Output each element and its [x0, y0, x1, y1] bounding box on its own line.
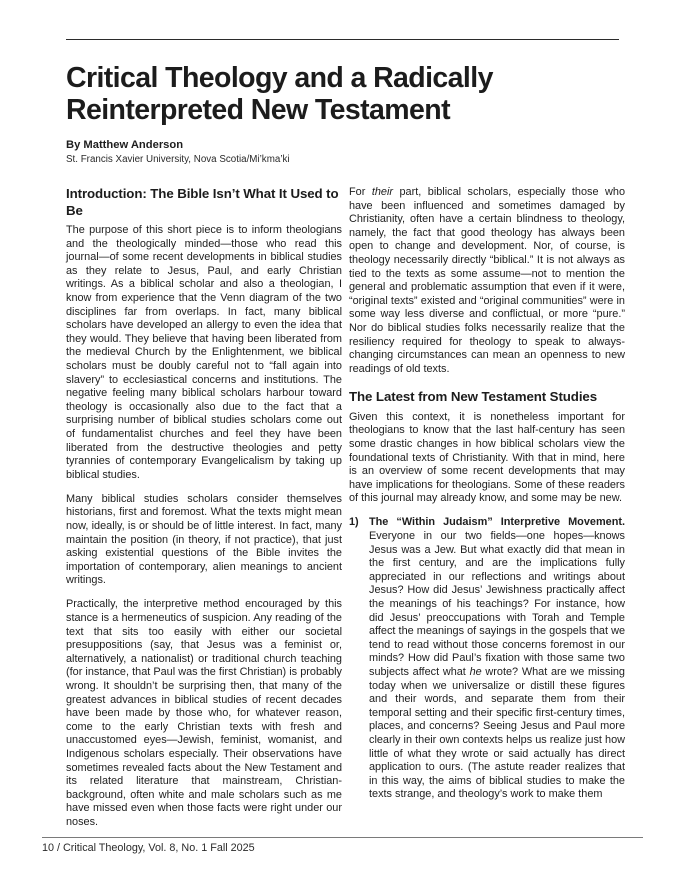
- paragraph: [349, 186, 625, 376]
- emphasis: their: [371, 186, 394, 198]
- paragraph: The purpose of this short piece is to inform theologians and the theologically minded—those who read this journal—of some recent developments in biblical studies as they relate to Jesus, Paul, and early Christian writings. As a biblical scholar and also a theologian, I know from experience that the Venn diagram of the two disciplines far from overlaps. In fact, many biblical scholars have developed an allergy to even the idea that they would. They believe that having been liberated from the medieval Church by the Enlightenment, we biblical scholars must be doubly careful not to “fall again into slavery” to ecclesiastical concerns and institutions. The negative feeling many biblical scholars harbour toward theology is occasionally also due to the fact that a surprising number of biblical studies scholars come out of fundamentalist churches and feel they have been liberated from the destructive theologies and petty tyrannies of contemporary Evangelicalism by taking up biblical studies.: [66, 224, 342, 481]
- paragraph: Given this context, it is nonetheless important for theologians to know that the last half-century has seen some drastic changes in how biblical scholars view the foundational texts of Christianity. With that in mind, here is an overview of some recent developments that may have implications for theologians. Some of these readers of this journal may already know, and some may be new.: [349, 410, 625, 505]
- list-item: [349, 516, 625, 801]
- section-heading-introduction: Introduction: The Bible Isn’t What It Used to Be: [66, 186, 339, 218]
- page-footer: 10 / Critical Theology, Vol. 8, No. 1 Fall 2025: [42, 842, 255, 854]
- left-column: [66, 186, 342, 840]
- emphasis: he: [469, 666, 482, 678]
- right-column: [349, 186, 625, 802]
- paragraph: Practically, the interpretive method encouraged by this stance is a hermeneutics of suspicion. Any reading of the text that sits too easily with either our societal presuppositions (say, that Jesus was a feminist or, alternatively, a nationalist) or traditional church teaching (for instance, that Paul was the first Christian) is probably wrong. It shouldn’t be surprising then, that many of the greatest advances in biblical studies of recent decades have been made by those who, for whatever reason, come to the early Christian texts with fresh and unaccustomed eyes—Jewish, feminist, womanist, and Indigenous scholars especially. Their observations have sometimes revealed facts about the New Testament and its related literature that mainstream, Christian-background, often white and male scholars such as me have missed even when those facts were right under our noses.: [66, 598, 342, 828]
- numbered-list: [349, 516, 625, 801]
- text-run: part, biblical scholars, especially those who have been influenced and sometimes damaged by Christianity, often have a certain blindness to theology, namely, the fact that good theology has always been open to change and development. Nor, of course, is theology necessarily directly “biblical.” It is not always as tied to the texts as some assume—not to mention the general and problematic assumption that even if it were, “original texts” existed and “original communities” were in some way less diverse and conflictual, or more “pure.” Nor do biblical studies folks necessarily realize that the resiliency required for theology to speak to always-changing circumstances can mean an openness to new readings of old texts.: [349, 186, 625, 375]
- text-run: Everyone in our two fields—one hopes—knows Jesus was a Jew. But what exactly did that mean in the first century, and are the implications fully appreciated in our reflections and writings about Jesus? How did Jesus’ Jewishness practically affect the meanings of his teachings? For instance, how did Jesus’ preoccupations with Torah and Temple affect the meanings of sayings in the gospels that we tend to read without those concerns foremost in our minds? How did Paul’s fixation with those same two subjects affect what: [369, 530, 625, 678]
- author-byline: By Matthew Anderson: [66, 139, 184, 151]
- text-run: For: [349, 186, 372, 198]
- section-heading-latest: The Latest from New Testament Studies: [349, 389, 598, 405]
- text-run: wrote? What are we missing today when we universalize or distill these figures and their words, and separate them from their temporal setting and their specific first-century times, places, and concerns? Seeing Jesus and Paul more clearly in their own contexts helps us realize just how little of what they wrote or said actually has direct application to ours. (The astute reader realizes that in this way, the aims of biblical studies to make the texts strange, and theology’s work to make them: [369, 666, 625, 801]
- author-affiliation: St. Francis Xavier University, Nova Scotia/Mi’kma’ki: [66, 154, 290, 165]
- list-number: 1): [349, 516, 359, 529]
- footer-rule: [42, 837, 643, 838]
- list-item-lead: The “Within Judaism” Interpretive Movement.: [369, 516, 625, 529]
- title-line-2: Reinterpreted New Testament: [66, 94, 450, 126]
- paragraph: Many biblical studies scholars consider themselves historians, first and foremost. What the texts might mean now, ideally, is or should be of little interest. In fact, many maintain the position (in theory, if not practice), that just asking existential questions of the Bible invites the importation of contemporary, alien meanings to ancient writings.: [66, 492, 342, 587]
- article-title: [66, 62, 626, 126]
- top-rule: [66, 39, 619, 40]
- title-line-1: Critical Theology and a Radically: [66, 62, 493, 94]
